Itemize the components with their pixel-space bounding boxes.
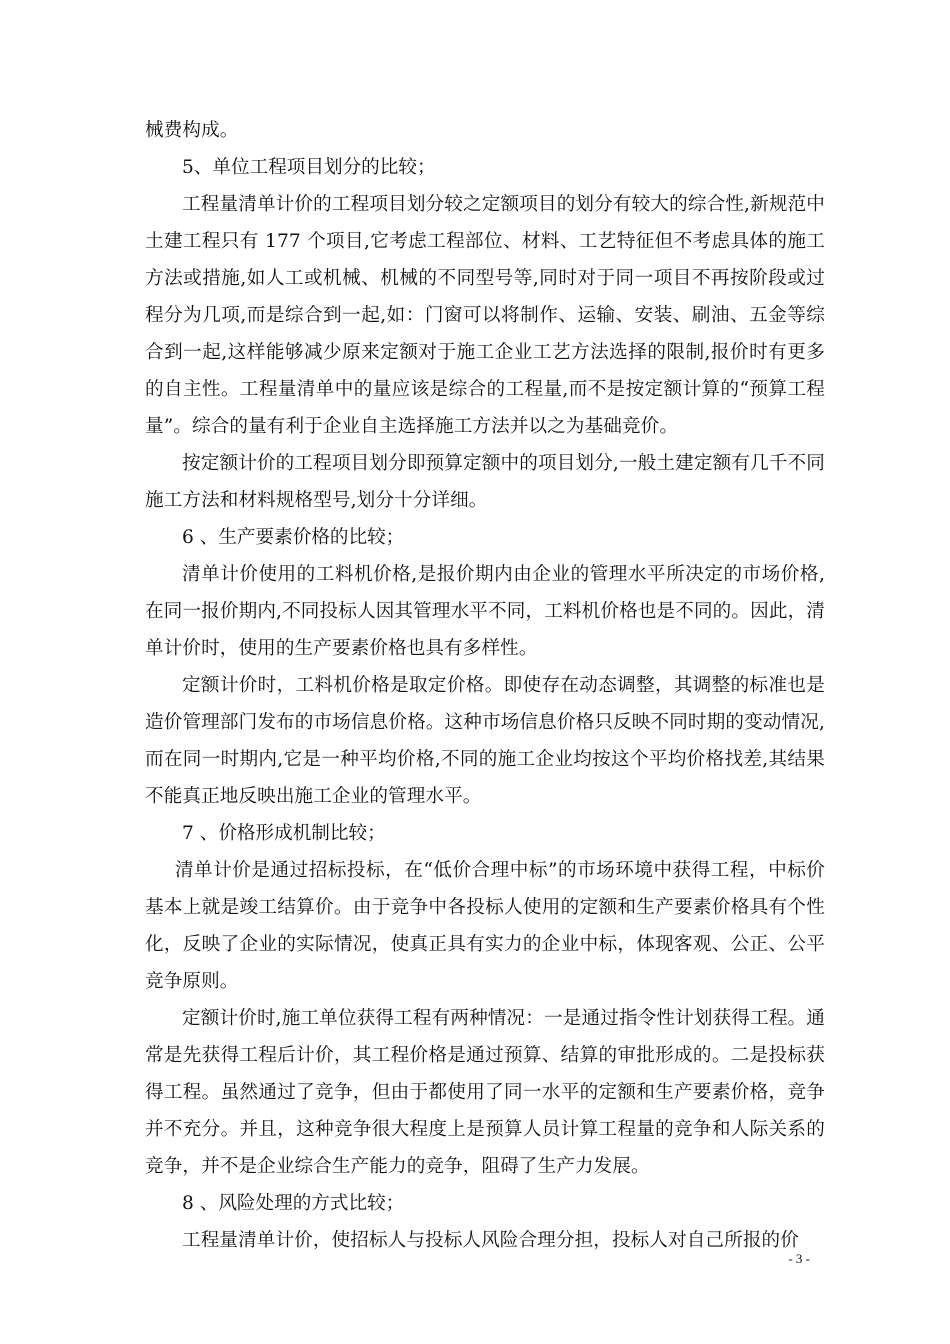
section-heading-5: 5、单位工程项目划分的比较； [182,157,436,178]
paragraph-quota-division: 按定额计价的工程项目划分即预算定额中的项目划分,一般土建定额有几千不同施工方法和材料规格型号,划分十分详细。 [145,453,825,511]
section-heading-6: 6 、生产要素价格的比较； [182,527,405,548]
section-heading-8: 8 、风险处理的方式比较； [182,1193,405,1214]
paragraph-clearance-prices: 清单计价使用的工料机价格,是报价期内由企业的管理水平所决定的市场价格,在同一报价期内,不同投标人因其管理水平不同，工料机价格也是不同的。因此，清单计价时，使用的生产要素价格也具有多样性。 [145,564,825,659]
paragraph-quota-prices: 定额计价时，工料机价格是取定价格。即使存在动态调整，其调整的标准也是造价管理部门发布的市场信息价格。这种市场信息价格只反映不同时期的变动情况,而在同一时期内,它是一种平均价格,不同的施工企业均按这个平均价格找差,其结果不能真正地反映出施工企业的管理水平。 [145,675,825,807]
paragraph-quota-mechanism: 定额计价时,施工单位获得工程有两种情况：一是通过指令性计划获得工程。通常是先获得工程后计价，其工程价格是通过预算、结算的审批形成的。二是投标获得工程。虽然通过了竞争，但由于都使用了同一水平的定额和生产要素价格，竞争并不充分。并且，这种竞争很大程度上是预算人员计算工程量的竞争和人际关系的竞争，并不是企业综合生产能力的竞争，阻碍了生产力发展。 [145,1008,825,1177]
paragraph-clearance-division: 工程量清单计价的工程项目划分较之定额项目的划分有较大的综合性,新规范中土建工程只有 177 个项目,它考虑工程部位、材料、工艺特征但不考虑具体的施工方法或措施,如人工或机械、机械的不同型号等,同时对于同一项目不再按阶段或过程分为几项,而是综合到一起,如：门窗可以将制作、运输、安装、刷油、五金等综合到一起,这样能够减少原来定额对于施工企业工艺方法选择的限制,报价时有更多的自主性。工程量清单中的量应该是综合的工程量,而不是按定额计算的“预算工程量”。综合的量有利于企业自主选择施工方法并以之为基础竞价。 [145,194,825,437]
section-heading-7: 7 、价格形成机制比较； [182,823,386,844]
paragraph-continuation: 械费构成。 [145,120,239,141]
document-body [145,112,825,1259]
paragraph-clearance-mechanism: 清单计价是通过招标投标，在“低价合理中标”的市场环境中获得工程，中标价基本上就是竣工结算价。由于竞争中各投标人使用的定额和生产要素价格具有个性化，反映了企业的实际情况，使真正具有实力的企业中标，体现客观、公正、公平竞争原则。 [145,860,825,992]
page-number: - 3 - [788,1251,810,1266]
paragraph-risk-handling: 工程量清单计价，使招标人与投标人风险合理分担，投标人对自己所报的价 [182,1230,799,1251]
